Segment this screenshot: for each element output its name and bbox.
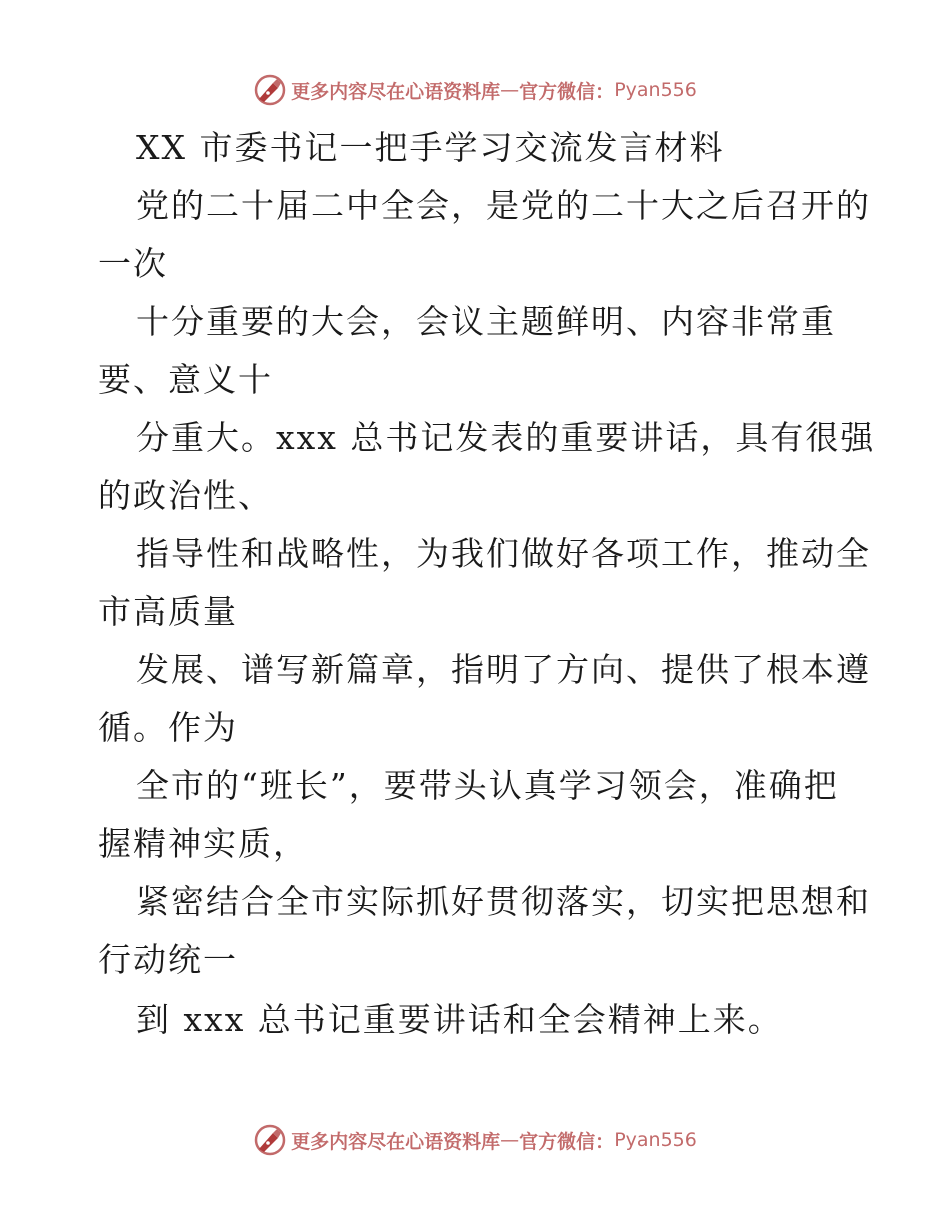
watermark-wechat-label: 官方微信： [519, 1130, 615, 1153]
paragraph-line: 循。作为 [98, 708, 238, 747]
pen-nib-icon [253, 1123, 287, 1157]
paragraph-line: 一次 [98, 244, 168, 283]
paragraph-line: 市高质量 [98, 592, 238, 631]
watermark-promo-text: 更多内容尽在心语资料库 [291, 80, 501, 103]
paragraph-line: 行动统一 [98, 940, 238, 979]
paragraph-line: 十分重要的大会，会议主题鲜明、内容非常重 [136, 302, 836, 341]
paragraph-line: 握精神实质， [98, 824, 308, 863]
watermark-promo-text: 更多内容尽在心语资料库 [291, 1130, 501, 1153]
paragraph-line: 的政治性、 [98, 476, 273, 515]
paragraph-line: 指导性和战略性，为我们做好各项工作，推动全 [136, 534, 871, 573]
paragraph-line: 分重大。xxx 总书记发表的重要讲话，具有很强 [136, 418, 876, 457]
paragraph-line: 党的二十届二中全会，是党的二十大之后召开的 [136, 186, 871, 225]
paragraph-line: 发展、谱写新篇章，指明了方向、提供了根本遵 [136, 650, 871, 689]
paragraph-line: 要、意义十 [98, 360, 273, 399]
watermark-banner-top [0, 70, 950, 110]
paragraph-line: 全市的“班长”，要带头认真学习领会，准确把 [136, 766, 839, 805]
watermark-separator: — [500, 1129, 520, 1151]
paragraph-line: 到 xxx 总书记重要讲话和全会精神上来。 [136, 1000, 783, 1039]
watermark-wechat-label: 官方微信： [519, 80, 615, 103]
pen-nib-icon [253, 73, 287, 107]
watermark-separator: — [500, 79, 520, 101]
paragraph-line: 紧密结合全市实际抓好贯彻落实，切实把思想和 [136, 882, 871, 921]
watermark-banner-bottom [0, 1120, 950, 1160]
document-title: XX 市委书记一把手学习交流发言材料 [136, 128, 725, 167]
watermark-handle: Pyan556 [614, 1129, 697, 1151]
watermark-handle: Pyan556 [614, 79, 697, 101]
